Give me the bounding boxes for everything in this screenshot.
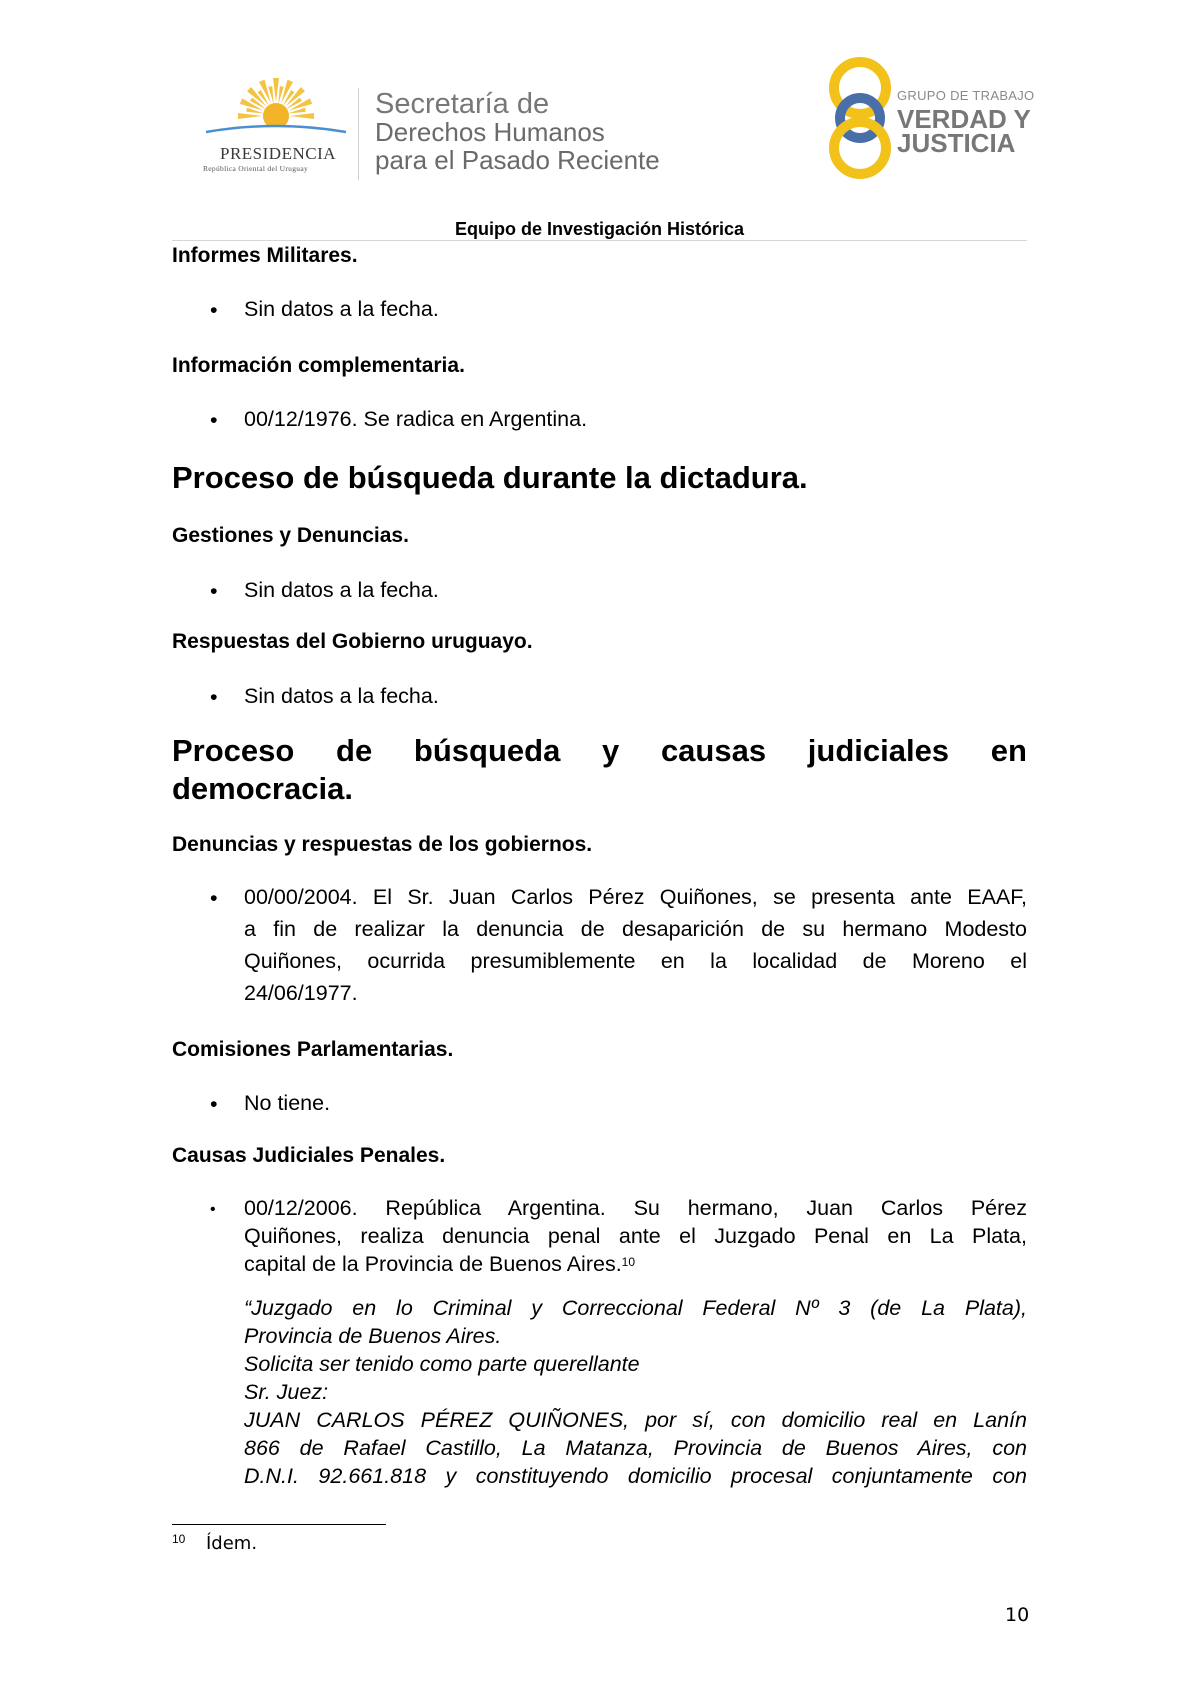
court-quote bbox=[244, 1294, 1027, 1490]
paragraph-line: 00/12/2006. República Argentina. Su hermano, Juan Carlos Pérez bbox=[244, 1196, 1027, 1220]
footnote-separator bbox=[172, 1524, 386, 1525]
paragraph-line: 00/00/2004. El Sr. Juan Carlos Pérez Quiñones, se presenta ante EAAF, bbox=[244, 885, 1027, 909]
verdad-justicia-rings-icon bbox=[820, 56, 900, 180]
heading-word: causas bbox=[660, 733, 767, 768]
gtvj-line-1: GRUPO DE TRABAJO bbox=[897, 88, 1035, 103]
heading-democracia-line-2: democracia. bbox=[172, 771, 353, 806]
heading-informes-militares: Informes Militares. bbox=[172, 244, 358, 267]
heading-word: y bbox=[602, 733, 620, 768]
bullet-icon: • bbox=[210, 1092, 218, 1116]
paragraph-line: Quiñones, ocurrida presumiblemente en la localidad de Moreno el bbox=[244, 949, 1027, 973]
secretaria-line-2: Derechos Humanos bbox=[375, 117, 605, 147]
bullet-icon: • bbox=[210, 685, 218, 709]
secretaria-line-3: para el Pasado Reciente bbox=[375, 145, 660, 175]
heading-denuncias: Denuncias y respuestas de los gobiernos. bbox=[172, 833, 593, 856]
presidencia-subtitle: República Oriental del Uruguay bbox=[203, 164, 309, 173]
denuncias-paragraph bbox=[244, 881, 1027, 1009]
gestiones-item: Sin datos a la fecha. bbox=[244, 578, 439, 602]
heading-comisiones: Comisiones Parlamentarias. bbox=[172, 1038, 454, 1061]
header-divider bbox=[172, 240, 1027, 241]
quote-line: Solicita ser tenido como parte querellante bbox=[244, 1352, 640, 1376]
causas-paragraph bbox=[244, 1194, 1027, 1278]
paragraph-line bbox=[244, 1250, 1027, 1278]
secretaria-line-1: Secretaría de bbox=[375, 88, 550, 120]
heading-word: de bbox=[336, 733, 373, 768]
page-number: 10 bbox=[1005, 1604, 1030, 1626]
heading-gestiones: Gestiones y Denuncias. bbox=[172, 524, 409, 547]
quote-line: Provincia de Buenos Aires. bbox=[244, 1324, 502, 1348]
paragraph-line: a fin de realizar la denuncia de desaparición de su hermano Modesto bbox=[244, 917, 1027, 941]
quote-line: 866 de Rafael Castillo, La Matanza, Provincia de Buenos Aires, con bbox=[244, 1436, 1027, 1460]
footnote-text: Ídem. bbox=[206, 1533, 258, 1554]
logo-divider bbox=[358, 88, 359, 180]
presidencia-label: PRESIDENCIA bbox=[220, 144, 337, 163]
paragraph-line-text: capital de la Provincia de Buenos Aires. bbox=[244, 1252, 622, 1276]
heading-word: búsqueda bbox=[413, 733, 561, 768]
heading-word: judiciales bbox=[807, 733, 950, 768]
paragraph-line: Quiñones, realiza denuncia penal ante el Juzgado Penal en La Plata, bbox=[244, 1224, 1027, 1248]
bullet-icon: • bbox=[210, 408, 218, 432]
verdad-justicia-logo-text bbox=[897, 88, 1035, 158]
quote-line: Sr. Juez: bbox=[244, 1380, 329, 1404]
quote-line: JUAN CARLOS PÉREZ QUIÑONES, por sí, con domicilio real en Lanín bbox=[244, 1408, 1027, 1432]
paragraph-line: 24/06/1977. bbox=[244, 981, 358, 1005]
heading-proceso-democracia bbox=[172, 732, 1027, 808]
secretaria-logo-text bbox=[375, 90, 660, 174]
quote-line: D.N.I. 92.661.818 y constituyendo domicilio procesal conjuntamente con bbox=[244, 1464, 1027, 1488]
comisiones-item: No tiene. bbox=[244, 1091, 331, 1115]
team-header bbox=[0, 219, 1191, 240]
heading-word: Proceso bbox=[172, 733, 295, 768]
footnote-reference: 10 bbox=[621, 1255, 636, 1269]
informes-item: Sin datos a la fecha. bbox=[244, 297, 439, 321]
team-label: Equipo de Investigación Histórica bbox=[454, 219, 745, 239]
heading-proceso-dictadura: Proceso de búsqueda durante la dictadura. bbox=[172, 460, 808, 495]
heading-info-complementaria: Información complementaria. bbox=[172, 354, 465, 377]
heading-respuestas: Respuestas del Gobierno uruguayo. bbox=[172, 630, 533, 653]
footnote-number: 10 bbox=[172, 1532, 186, 1546]
respuestas-item: Sin datos a la fecha. bbox=[244, 684, 439, 708]
quote-line: “Juzgado en lo Criminal y Correccional Federal Nº 3 (de La Plata), bbox=[244, 1296, 1027, 1320]
bullet-icon: • bbox=[210, 1201, 216, 1218]
heading-word: en bbox=[990, 733, 1027, 768]
info-complementaria-item: 00/12/1976. Se radica en Argentina. bbox=[244, 407, 588, 431]
heading-causas: Causas Judiciales Penales. bbox=[172, 1144, 446, 1167]
bullet-icon: • bbox=[210, 886, 218, 910]
bullet-icon: • bbox=[210, 579, 218, 603]
bullet-icon: • bbox=[210, 298, 218, 322]
gtvj-line-2: VERDAD Y bbox=[897, 104, 1031, 134]
heading-democracia-line-1 bbox=[172, 732, 1027, 770]
gtvj-line-3: JUSTICIA bbox=[897, 128, 1016, 158]
